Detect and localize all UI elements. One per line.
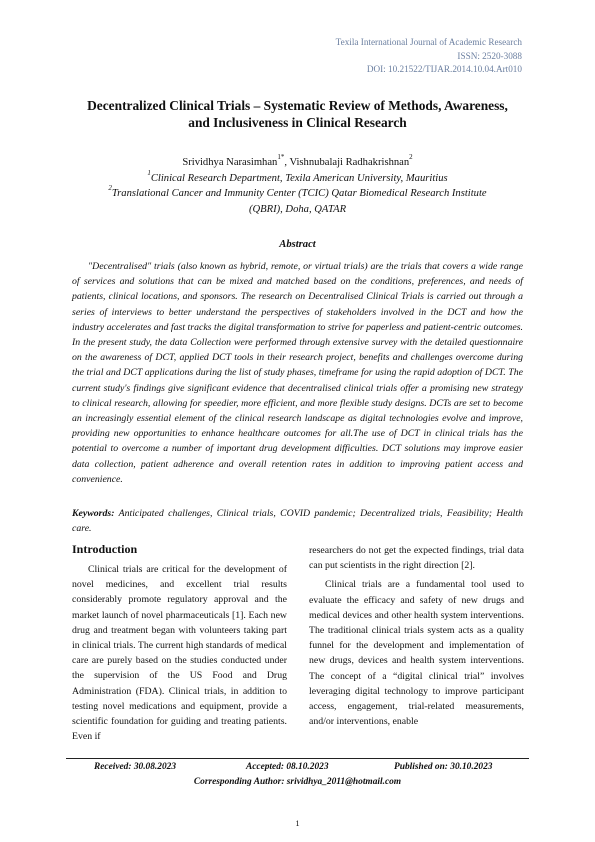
author-1-sup: 1* xyxy=(277,153,285,162)
author-separator: , xyxy=(284,157,290,168)
abstract-heading: Abstract xyxy=(279,239,316,250)
title-line-1: Decentralized Clinical Trials – Systematic Review of Methods, Awareness, xyxy=(87,98,508,113)
page-number: 1 xyxy=(295,818,300,828)
received-date: Received: 30.08.2023 xyxy=(94,762,177,772)
journal-header xyxy=(336,36,522,77)
affiliation-1 xyxy=(60,168,535,187)
corresponding-author: Corresponding Author: srividhya_2011@hotmail.com xyxy=(193,777,402,787)
section-heading-introduction: Introduction xyxy=(72,542,138,556)
author-1-name: Srividhya Narasimhan xyxy=(182,157,278,168)
affiliation-1-sup: 1 xyxy=(147,168,151,177)
intro-paragraph-2: Clinical trials are a fundamental tool used to evaluate the efficacy and safety of new drugs and medical devices and other health system interventions. The traditional clinical trials system acts as a quality funnel for the development and implementation of new drugs, devices and health system interventions. The concept of a “digital clinical trial” involves leveraging digital technology to improve participant access, engagement, trial-related measurements, and/or interventions, enable xyxy=(309,579,524,728)
column-left xyxy=(72,540,287,744)
author-block xyxy=(60,155,535,217)
published-date: Published on: 30.10.2023 xyxy=(394,762,493,772)
accepted-date: Accepted: 08.10.2023 xyxy=(246,762,329,772)
keywords xyxy=(72,506,523,536)
journal-doi: DOI: 10.21522/TIJAR.2014.10.04.Art010 xyxy=(366,64,522,74)
keywords-text: Anticipated challenges, Clinical trials, COVID pandemic; Decentralized trials, Feasibility; Health care. xyxy=(72,508,523,534)
author-2-sup: 2 xyxy=(409,153,413,162)
intro-paragraph-1-continued: researchers do not get the expected findings, trial data can put scientists in the right direction [2]. xyxy=(309,545,524,572)
affiliation-2 xyxy=(60,186,535,202)
author-2-name: Vishnubalaji Radhakrishnan xyxy=(289,157,410,168)
abstract-text: "Decentralised" trials (also known as hybrid, remote, or virtual trials) are the trials that covers a wide range of services and solutions that can be mixed and matched based on the conditions, preferences, and needs of patients, clinical locations, and sponsors. The research on Decentralised Clinical Trials is carried out through a series of interviews to better understand the perspectives of stakeholders involved in the DCT and how the industry accelerates and fast tracks the digital transformation to strive for paperless and patient-centric outcomes. In the present study, the data Collection were performed through extensive survey with the detailed questionnaire on the awareness of DCT, applied DCT tools in their research project, benefits and challenges overcome during the trial and DCT applications during the list of study phases, timeframe for using the rapid adoption of DCT. The current study's findings give significant evidence that decentralised clinical trials offer a promising new strategy to clinical research, allowing for speedier, more efficient, and more flexible study designs. DCTs are set to become an increasingly essential element of the clinical research landscape as digital technologies evolve and improve, providing new opportunities to enhance healthcare outcomes for all.The use of DCT in clinical trials has the potential to overcome a number of important drug development difficulties. DCT solutions may improve easier data collection, patient adherence and overall retention rates in addition to improving patient access and convenience. xyxy=(72,261,523,485)
column-right xyxy=(309,543,524,729)
journal-name: Texila International Journal of Academic Research xyxy=(335,37,522,47)
affiliation-1-text: Clinical Research Department, Texila American University, Mauritius xyxy=(150,172,448,184)
affiliation-2-sup: 2 xyxy=(108,184,112,193)
affiliation-2-line-1: Translational Cancer and Immunity Center (TCIC) Qatar Biomedical Research Institute xyxy=(111,188,487,199)
keywords-label: Keywords: xyxy=(72,508,115,519)
affiliation-2-line-2: (QBRI), Doha, QATAR xyxy=(248,203,347,215)
journal-issn: ISSN: 2520-3088 xyxy=(457,50,522,61)
title-line-2: and Inclusiveness in Clinical Research xyxy=(188,115,407,130)
intro-paragraph-1: Clinical trials are critical for the development of novel medicines, and excellent trial results considerably promote regulatory approval and the market launch of novel pharmaceuticals [1]. Each new drug and treatment began with volunteers taking part in clinical trials. The current high standards of medical care are purely based on the studies conducted under the supervision of the US Food and Drug Administration (FDA). Clinical trials, in addition to testing novel medications and equipment, provide a scientific foundation for guiding and treating patients. Even if xyxy=(72,564,287,743)
paper-title xyxy=(60,97,535,131)
author-names xyxy=(60,155,535,171)
footer-divider xyxy=(66,758,529,759)
